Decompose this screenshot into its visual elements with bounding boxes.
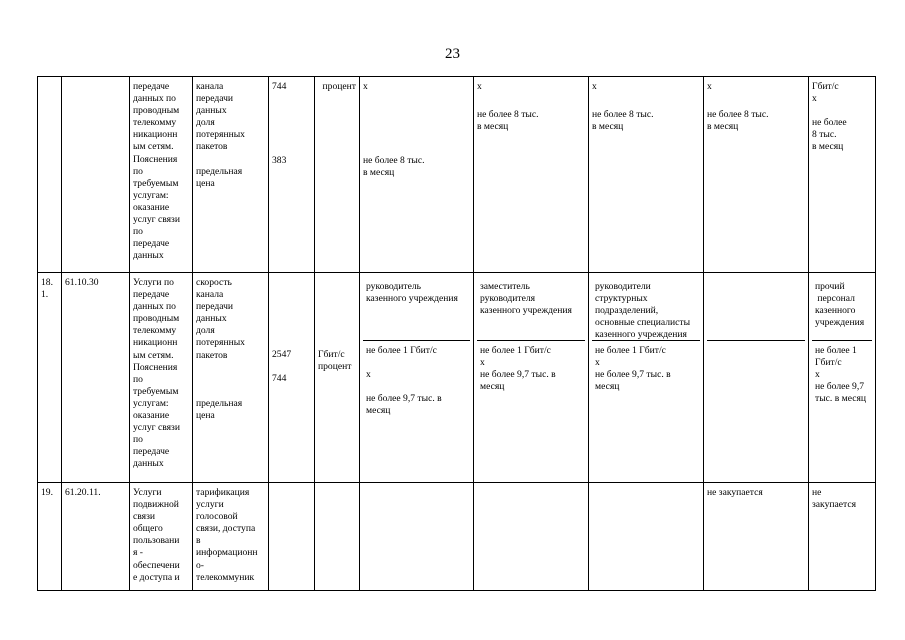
value-cell xyxy=(809,483,876,591)
value-cell xyxy=(704,273,809,483)
text-line: доля xyxy=(196,325,215,337)
text-line: в месяц xyxy=(477,121,509,133)
indicator xyxy=(193,483,269,591)
value-cell xyxy=(589,273,704,483)
text-line: передаче xyxy=(133,289,170,301)
text-line: не более 8 тыс. xyxy=(707,109,769,121)
value-cell xyxy=(809,77,876,273)
text-line: связи xyxy=(133,511,155,523)
text-line: предельная xyxy=(196,165,243,177)
text-line: потерянных xyxy=(196,337,245,349)
text-line: тарификация xyxy=(196,487,250,498)
text-line: услуг связи xyxy=(133,214,180,226)
text-line: е доступа и xyxy=(133,571,180,583)
text-line: не более 1 Гбит/с xyxy=(595,345,666,356)
text-line: телекомму xyxy=(133,325,177,337)
text-line xyxy=(366,381,467,393)
text-line: не более 8 тыс. xyxy=(477,109,539,121)
text-line: Услуги по xyxy=(133,277,174,288)
value-cell: не закупается xyxy=(704,483,809,591)
indicator xyxy=(193,77,269,273)
value-cell xyxy=(809,273,876,483)
row-number xyxy=(38,77,62,273)
text-line: потерянных xyxy=(196,129,245,141)
row-number: 19. xyxy=(38,483,62,591)
text-line: канала xyxy=(196,289,224,301)
text-line: структурных xyxy=(595,293,648,305)
text-line: данных по xyxy=(133,301,176,313)
table-row xyxy=(38,483,876,591)
text-line xyxy=(812,105,872,117)
text-line: x xyxy=(480,357,485,369)
value-cell xyxy=(474,273,589,483)
text-line: цена xyxy=(196,409,215,421)
text-line: услуг связи xyxy=(133,422,180,434)
text-line: о- xyxy=(196,559,204,571)
value-cell xyxy=(360,483,474,591)
text-line: общего xyxy=(133,523,163,535)
text-line: не более 9,7 тыс. в xyxy=(366,393,442,405)
procurement-table xyxy=(37,76,876,591)
text-line: 8 тыс. xyxy=(812,129,837,141)
text-line: данных xyxy=(196,313,227,325)
okpd-code: 61.20.11. xyxy=(62,483,130,591)
text-line: не более 9,7 тыс. в xyxy=(595,369,671,381)
text-line: оказание xyxy=(133,410,170,422)
text-line: никационн xyxy=(133,337,178,349)
text-line: в месяц xyxy=(812,141,844,153)
text-line: в xyxy=(196,535,201,547)
okpd-code xyxy=(62,77,130,273)
text-line: x xyxy=(595,357,600,369)
text-line: тыс. в месяц xyxy=(815,393,866,405)
text-line: не xyxy=(812,487,822,498)
text-line: учреждения xyxy=(815,317,865,329)
value-cell: x не более 8 тыс. в месяц xyxy=(360,77,474,273)
text-line: передаче xyxy=(133,81,170,92)
text-line: казенного xyxy=(815,305,856,317)
service-name xyxy=(130,77,193,273)
text-line: процент xyxy=(318,361,352,373)
text-line: не более 8 тыс. xyxy=(363,155,425,167)
text-line: телекоммуник xyxy=(196,571,255,583)
text-line: не более 1 xyxy=(815,345,857,356)
text-line: прочий xyxy=(815,281,845,292)
text-line: обеспечени xyxy=(133,559,180,571)
text-line: не более 8 тыс. xyxy=(592,109,654,121)
text-line: не более 9,7 xyxy=(815,381,865,393)
value-cell xyxy=(360,273,474,483)
page-number: 23 xyxy=(445,46,460,62)
text-line: по xyxy=(133,165,143,177)
text-line: требуемым xyxy=(133,177,179,189)
text-line: Гбит/с xyxy=(815,357,842,369)
text-line: данных xyxy=(133,458,164,470)
text-line: цена xyxy=(196,177,215,189)
value-cell: x не более 8 тыс. в месяц xyxy=(704,77,809,273)
text-line: руководителя xyxy=(480,293,536,305)
text-line: по xyxy=(133,434,143,446)
text-line: Пояснения xyxy=(133,153,178,165)
text-line: 18. xyxy=(41,277,53,288)
text-line: услугам: xyxy=(133,397,169,409)
text-line: x xyxy=(366,369,371,381)
okei-code: 2547 744 xyxy=(269,273,315,483)
text-line: информационн xyxy=(196,547,258,559)
text-line: пользовани xyxy=(133,535,180,547)
text-line: данных xyxy=(133,250,164,262)
text-line: я - xyxy=(133,547,144,559)
row-number xyxy=(38,273,62,483)
text-line: никационн xyxy=(133,129,178,141)
service-name xyxy=(130,483,193,591)
text-line: доля xyxy=(196,117,215,129)
text-line: руководитель xyxy=(366,281,422,292)
text-line: данных xyxy=(196,105,227,117)
text-line: подвижной xyxy=(133,499,179,511)
text-line: передаче xyxy=(133,446,170,458)
table-row xyxy=(38,77,876,273)
text-line: скорость xyxy=(196,277,232,288)
value-cell: x не более 8 тыс. в месяц xyxy=(589,77,704,273)
text-line: не более xyxy=(812,117,847,129)
text-line: не более 1 Гбит/с xyxy=(480,345,551,356)
text-line: в месяц xyxy=(363,167,395,179)
text-line: месяц xyxy=(480,381,505,393)
value-cell xyxy=(589,483,704,591)
text-line: требуемым xyxy=(133,385,179,397)
indicator xyxy=(193,273,269,483)
text-line: проводным xyxy=(133,105,180,117)
text-line xyxy=(366,357,467,369)
unit-name: процент xyxy=(315,77,360,273)
text-line: связи, доступа xyxy=(196,523,256,535)
text-line: оказание xyxy=(133,201,170,213)
text-line: предельная xyxy=(196,397,243,409)
text-line: по xyxy=(133,373,143,385)
table-row xyxy=(38,273,876,483)
text-line: передачи xyxy=(196,93,234,105)
text-line: услугам: xyxy=(133,189,169,201)
text-line: пакетов xyxy=(196,141,228,153)
text-line: пакетов xyxy=(196,349,228,361)
value-cell xyxy=(474,483,589,591)
text-line: передаче xyxy=(133,238,170,250)
text-line: передачи xyxy=(196,301,234,313)
text-line: основные специалисты xyxy=(595,317,691,329)
text-line: не более 1 Гбит/с xyxy=(366,345,437,356)
text-line: руководители xyxy=(595,281,651,292)
text-line: x xyxy=(812,93,817,105)
text-line: в месяц xyxy=(592,121,624,133)
text-line: месяц xyxy=(366,405,391,417)
unit-name xyxy=(315,273,360,483)
text-line: Услуги xyxy=(133,487,162,498)
text-line: подразделений, xyxy=(595,305,659,317)
text-line: ым сетям. xyxy=(133,349,174,361)
text-line: персонал xyxy=(815,293,855,305)
text-line: ым сетям. xyxy=(133,141,174,153)
unit-name xyxy=(315,483,360,591)
text-line: казенного учреждения xyxy=(480,305,572,317)
text-line: канала xyxy=(196,81,224,92)
okei-code xyxy=(269,483,315,591)
service-name xyxy=(130,273,193,483)
text-line: заместитель xyxy=(480,281,530,292)
text-line: в месяц xyxy=(707,121,739,133)
text-line: проводным xyxy=(133,313,180,325)
value-cell: x не более 8 тыс. в месяц xyxy=(474,77,589,273)
text-line: 1. xyxy=(41,289,49,301)
text-line: x xyxy=(815,369,820,381)
text-line: не более 9,7 тыс. в xyxy=(480,369,556,381)
text-line: услуги xyxy=(196,499,224,511)
text-line: Пояснения xyxy=(133,361,178,373)
text-line: Гбит/с xyxy=(318,349,345,360)
okpd-code: 61.10.30 xyxy=(62,273,130,483)
text-line: казенного учреждения xyxy=(595,329,687,341)
text-line: месяц xyxy=(595,381,620,393)
text-line: закупается xyxy=(812,499,857,511)
text-line: телекомму xyxy=(133,117,177,129)
okei-code: 744 383 xyxy=(269,77,315,273)
text-line: данных по xyxy=(133,93,176,105)
text-line: по xyxy=(133,226,143,238)
text-line: Гбит/с xyxy=(812,81,839,92)
text-line: голосовой xyxy=(196,511,238,523)
text-line: казенного учреждения xyxy=(366,293,458,305)
